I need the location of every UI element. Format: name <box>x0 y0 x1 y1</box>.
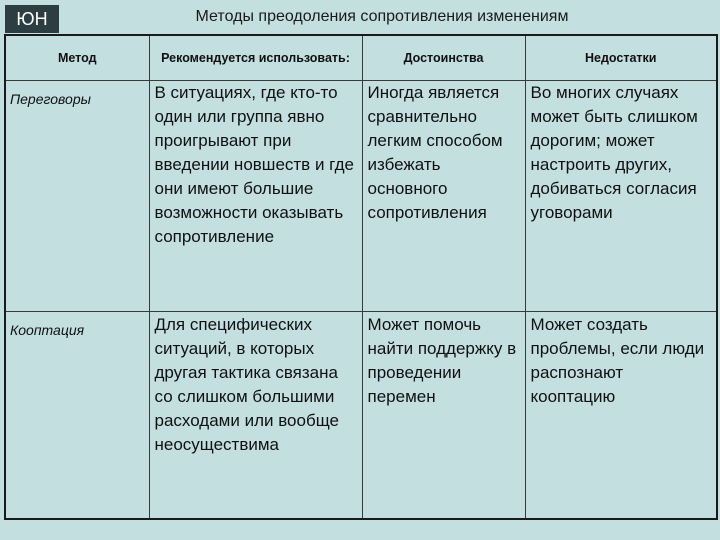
page-title: Методы преодоления сопротивления изменениям <box>195 8 569 25</box>
disadvantages-cell: Во многих случаях может быть слишком дорогим; может настроить других, добиваться согласия уговорами <box>525 81 717 312</box>
advantages-cell: Может помочь найти поддержку в проведении перемен <box>362 312 525 520</box>
recommended-cell: Для специфических ситуаций, в которых другая тактика связана со слишком большими расходами или вообще неосуществима <box>149 312 362 520</box>
method-cell: Переговоры <box>5 81 149 312</box>
disadvantages-cell: Может создать проблемы, если люди распознают кооптацию <box>525 312 717 520</box>
header-advantages: Достоинства <box>362 35 525 81</box>
table-row <box>5 81 717 312</box>
header-method: Метод <box>5 35 149 81</box>
method-cell: Кооптация <box>5 312 149 520</box>
logo-badge: ЮН <box>5 5 59 33</box>
recommended-cell: В ситуациях, где кто-то один или группа явно проигрывают при введении новшеств и где они имеют большие возможности оказывать сопротивление <box>149 81 362 312</box>
table-row <box>5 312 717 520</box>
header-recommended: Рекомендуется использовать: <box>149 35 362 81</box>
table-header-row <box>5 35 717 81</box>
methods-table <box>4 34 718 520</box>
header-disadvantages: Недостатки <box>525 35 717 81</box>
advantages-cell: Иногда является сравнительно легким способом избежать основного сопротивления <box>362 81 525 312</box>
